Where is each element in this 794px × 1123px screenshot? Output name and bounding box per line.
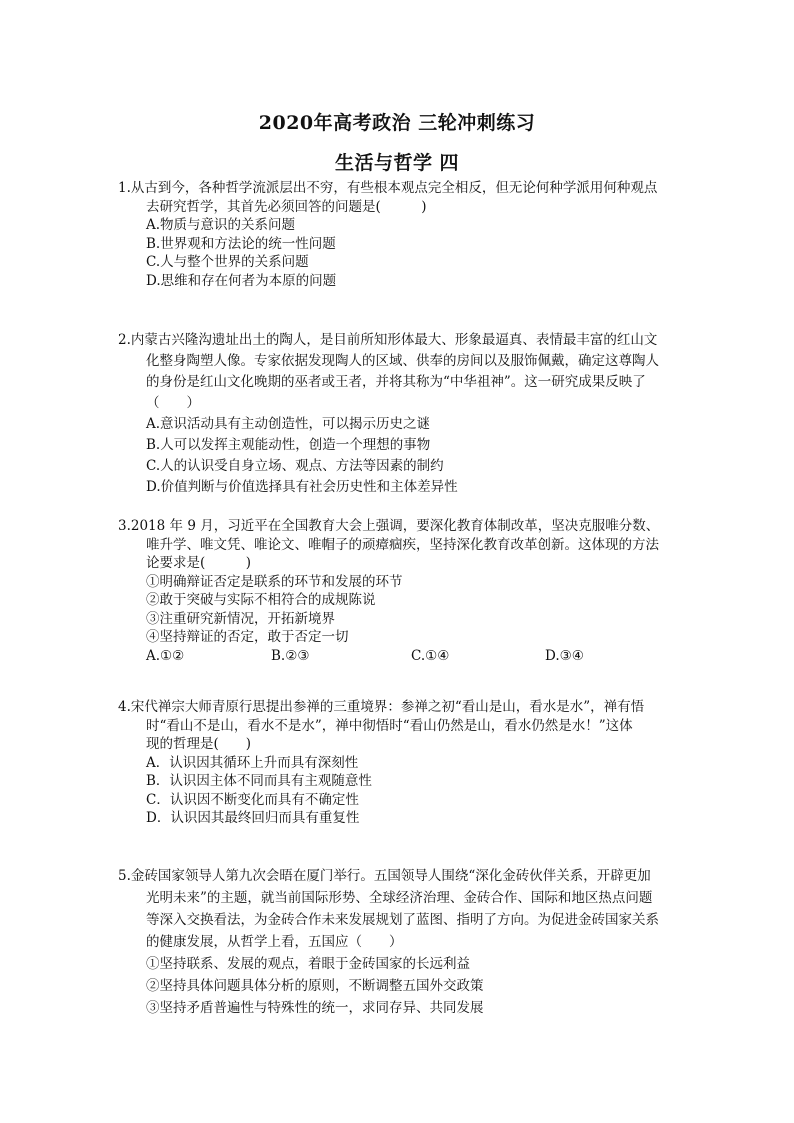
option-c: C．认识因不断变化而具有不确定性 [146,791,359,808]
question-stem-line: （ ） [146,395,200,411]
option-d: D.思维和存在何者为本原的问题 [146,272,337,289]
option-b: B.人可以发挥主观能动性，创造一个理想的事物 [146,437,431,453]
statement-item: ③坚持矛盾普遍性与特殊性的统一，求同存异、共同发展 [146,1000,484,1016]
question-stem-line: 的身份是红山文化晚期的巫者或王者，并将其称为“中华祖神”。这一研究成果反映了 [146,374,646,390]
choice-a: A.①② [146,647,185,664]
choice-c: C.①④ [411,647,450,664]
question-stem-line: 化整身陶塑人像。专家依据发现陶人的区域、供奉的房间以及服饰佩戴，确定这尊陶人 [146,353,659,369]
choice-d: D.③④ [545,647,584,664]
question-stem-line: 唯升学、唯文凭、唯论文、唯帽子的顽瘴痼疾，坚持深化教育改革创新。这体现的方法 [146,536,659,553]
question-stem-line: 去研究哲学，其首先必须回答的问题是( ) [146,198,427,215]
question-stem-line: 的健康发展，从哲学上看，五国应（ ） [146,934,403,950]
question-stem-line: 3.2018 年 9 月，习近平在全国教育大会上强调，要深化教育体制改革，坚决克服唯分数、 [118,518,660,534]
question-stem-line: 5.金砖国家领导人第九次会晤在厦门举行。五国领导人围绕“深化金砖伙伴关系，开辟更加 [118,868,651,884]
question-stem-line: 现的哲理是( ) [146,736,252,752]
page-title: 2020年高考政治 三轮冲刺练习 [258,112,536,134]
question-stem-line: 时“看山不是山，看水不是水”，禅中彻悟时“看山仍然是山，看水仍然是水！”这体 [146,717,633,734]
question-stem-line: 光明未来”的主题，就当前国际形势、全球经济治理、金砖合作、国际和地区热点问题 [146,890,653,906]
statement-item: ①明确辩证否定是联系的环节和发展的环节 [146,573,403,590]
question-stem-line: 1.从古到今，各种哲学流派层出不穷，有些根本观点完全相反，但无论何种学派用何种观点 [118,180,658,196]
question-stem-line: 等深入交换看法，为金砖合作未来发展规划了蓝图、指明了方向。为促进金砖国家关系 [146,912,659,928]
option-a: A.意识活动具有主动创造性，可以揭示历史之谜 [146,416,431,432]
choice-b: B.②③ [271,647,310,664]
option-a: A.物质与意识的关系问题 [146,217,296,233]
statement-item: ①坚持联系、发展的观点，着眼于金砖国家的长远利益 [146,956,470,972]
option-d: D.价值判断与价值选择具有社会历史性和主体差异性 [146,479,458,495]
option-c: C.人的认识受自身立场、观点、方法等因素的制约 [146,458,444,474]
page-subtitle: 生活与哲学 四 [334,152,460,174]
answer-choices [118,647,678,666]
option-c: C.人与整个世界的关系问题 [146,254,309,270]
statement-item: ③注重研究新情况，开拓新境界 [146,610,335,627]
question-5 [118,865,678,1019]
question-stem-line: 4.宋代禅宗大师青原行思提出参禅的三重境界：参禅之初“看山是山，看水是水”，禅有悟 [118,699,645,715]
option-d: D．认识因其最终回归而具有重复性 [146,810,360,826]
question-stem-line: 论要求是( ) [146,555,252,571]
statement-item: ④坚持辩证的否定，敢于否定一切 [146,629,349,645]
question-1 [118,179,678,290]
statement-item: ②坚持具体问题具体分析的原则，不断调整五国外交政策 [146,978,484,994]
question-3 [118,517,678,665]
question-2 [118,330,678,498]
option-b: B．认识因主体不同而具有主观随意性 [146,773,372,789]
statement-item: ②敢于突破与实际不相符合的成规陈说 [146,592,376,608]
option-b: B.世界观和方法论的统一性问题 [146,235,336,252]
question-4 [118,698,678,828]
question-stem-line: 2.内蒙古兴隆沟遗址出土的陶人，是目前所知形体最大、形象最逼真、表情最丰富的红山文 [118,332,658,348]
option-a: A．认识因其循环上升而具有深刻性 [146,754,359,771]
